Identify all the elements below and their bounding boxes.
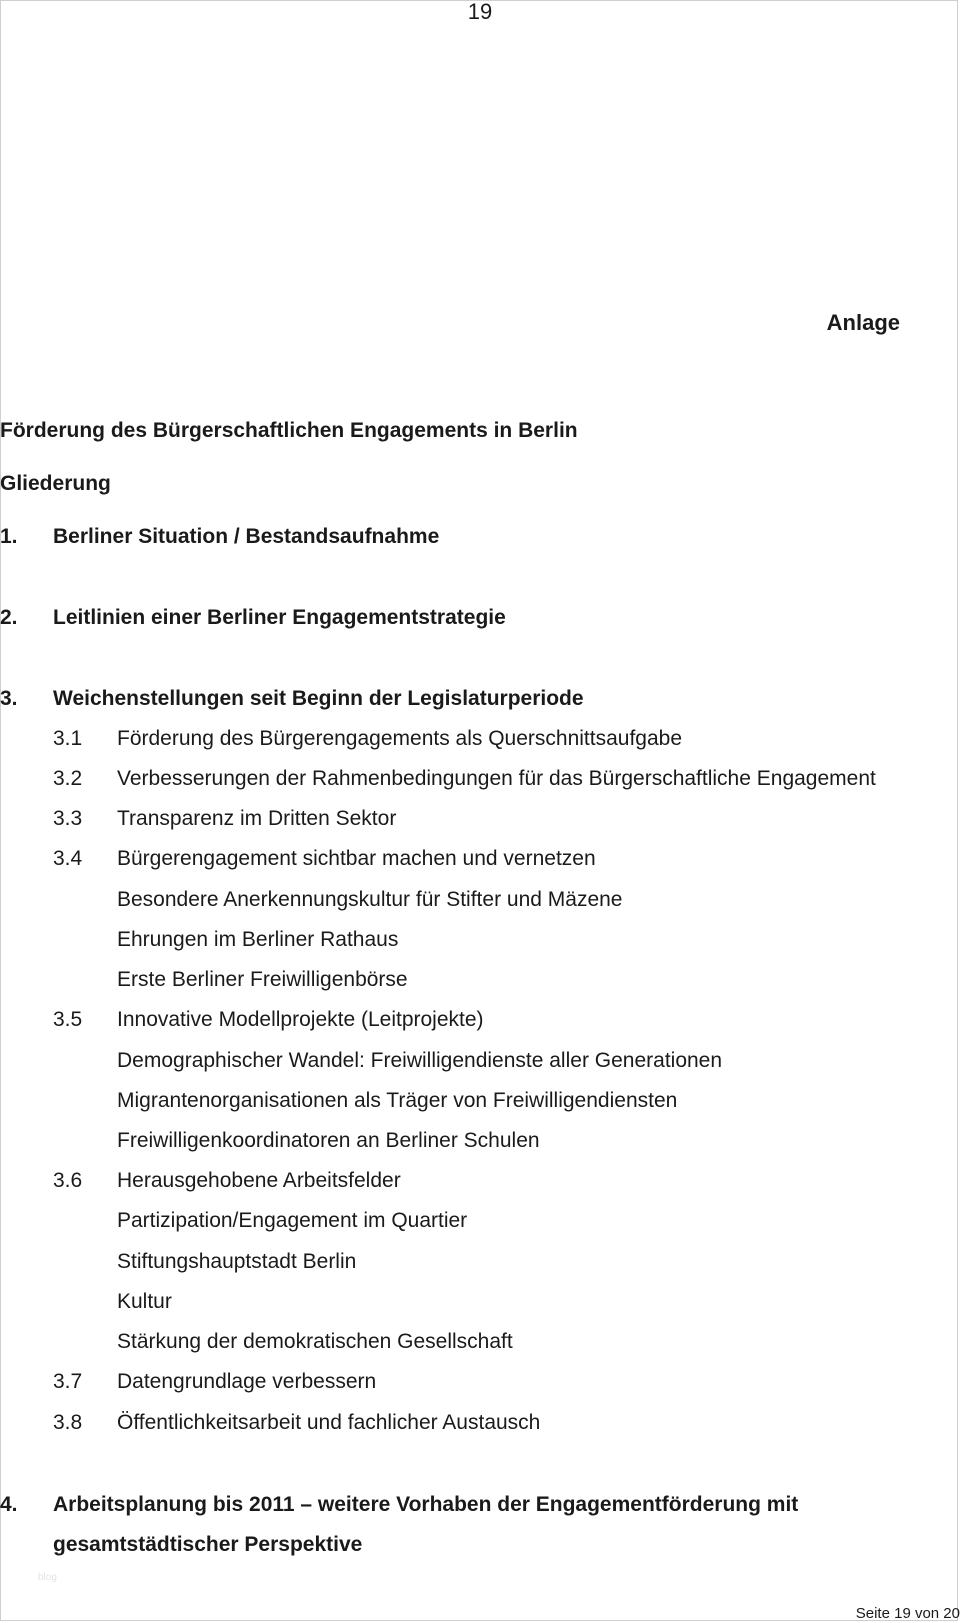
subsection-title: Bürgerengagement sichtbar machen und vernetzen (117, 847, 596, 870)
section-number: 4. (0, 1493, 18, 1516)
page-number: 19 (467, 0, 493, 24)
subsection-item: Stärkung der demokratischen Gesellschaft (117, 1330, 513, 1353)
document-title: Förderung des Bürgerschaftlichen Engagements in Berlin (0, 419, 578, 442)
subsection-number: 3.8 (53, 1411, 83, 1434)
subsection-item: Kultur (117, 1290, 172, 1313)
subsection-item: Ehrungen im Berliner Rathaus (117, 928, 399, 951)
watermark-text: blog (38, 1572, 57, 1583)
subsection-item: Demographischer Wandel: Freiwilligendienste aller Generationen (117, 1049, 723, 1072)
section-number: 2. (0, 606, 18, 629)
section-title-continued: gesamtstädtischer Perspektive (53, 1533, 363, 1556)
section-number: 1. (0, 525, 18, 548)
subsection-title: Datengrundlage verbessern (117, 1370, 377, 1393)
page-footer: Seite 19 von 20 (855, 1605, 960, 1622)
subsection-title: Herausgehobene Arbeitsfelder (117, 1169, 401, 1192)
section-number: 3. (0, 687, 18, 710)
subsection-title: Förderung des Bürgerengagements als Querschnittsaufgabe (117, 727, 683, 750)
section-title: Arbeitsplanung bis 2011 – weitere Vorhaben der Engagementförderung mit (53, 1493, 799, 1516)
subsection-number: 3.3 (53, 807, 83, 830)
anlage-label: Anlage (826, 310, 900, 335)
subsection-item: Freiwilligenkoordinatoren an Berliner Schulen (117, 1129, 540, 1152)
section-title: Leitlinien einer Berliner Engagementstrategie (53, 606, 506, 629)
subsection-item: Stiftungshauptstadt Berlin (117, 1250, 357, 1273)
subsection-number: 3.1 (53, 727, 83, 750)
outline-heading: Gliederung (0, 472, 111, 495)
subsection-title: Öffentlichkeitsarbeit und fachlicher Austausch (117, 1411, 541, 1434)
subsection-title: Innovative Modellprojekte (Leitprojekte) (117, 1008, 484, 1031)
subsection-item: Partizipation/Engagement im Quartier (117, 1209, 468, 1232)
subsection-title: Verbesserungen der Rahmenbedingungen für das Bürgerschaftliche Engagement (117, 767, 876, 790)
section-title: Berliner Situation / Bestandsaufnahme (53, 525, 440, 548)
subsection-number: 3.2 (53, 767, 83, 790)
section-title: Weichenstellungen seit Beginn der Legislaturperiode (53, 687, 584, 710)
subsection-number: 3.4 (53, 847, 83, 870)
subsection-item: Erste Berliner Freiwilligenbörse (117, 968, 408, 991)
subsection-item: Migrantenorganisationen als Träger von Freiwilligendiensten (117, 1089, 678, 1112)
subsection-number: 3.6 (53, 1169, 83, 1192)
subsection-number: 3.7 (53, 1370, 83, 1393)
subsection-item: Besondere Anerkennungskultur für Stifter und Mäzene (117, 888, 623, 911)
subsection-title: Transparenz im Dritten Sektor (117, 807, 397, 830)
subsection-number: 3.5 (53, 1008, 83, 1031)
